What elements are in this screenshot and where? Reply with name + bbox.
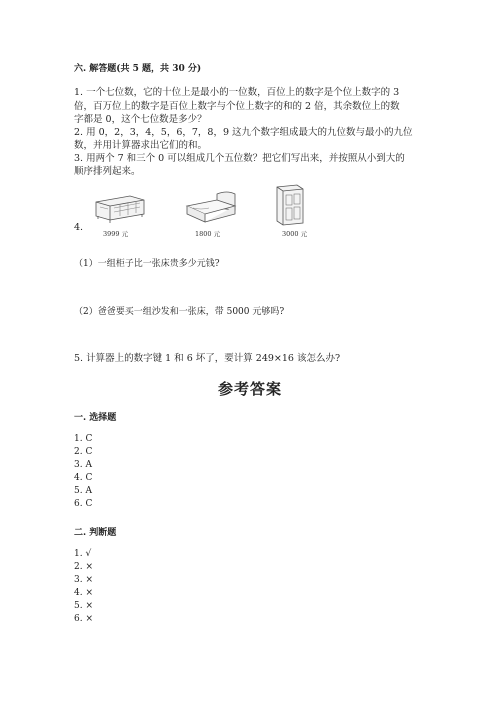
question-1-line-2: 倍，百万位上的数字是百位上数字与个位上数字的和的 2 倍，其余数位上的数: [74, 101, 400, 112]
bed-price: 1800 元: [195, 230, 221, 238]
answer-1-5: 5. A: [74, 486, 92, 496]
answers-part-2-heading: 二. 判断题: [74, 528, 117, 538]
answer-1-4: 4. C: [74, 473, 93, 483]
answer-1-1: 1. C: [74, 434, 93, 444]
question-3-line-2: 顺序排列起来。: [74, 166, 141, 177]
answers-title: 参考答案: [217, 380, 282, 398]
question-4-sub-2: （2）爸爸要买一组沙发和一张床，带 5000 元够吗?: [74, 307, 285, 317]
question-4-number: 4.: [74, 222, 84, 233]
question-2-line-2: 数，并用计算器求出它们的和。: [74, 140, 208, 151]
question-5: 5. 计算器上的数字键 1 和 6 坏了，要计算 249×16 该怎么办?: [74, 353, 341, 364]
answers-part-1-heading: 一. 选择题: [74, 413, 117, 423]
answer-1-6: 6. C: [74, 499, 93, 509]
answer-2-6: 6. ×: [74, 614, 93, 624]
answer-2-3: 3. ×: [74, 575, 93, 585]
cabinet-price: 3000 元: [282, 230, 308, 238]
question-4-sub-1: （1）一组柜子比一张床贵多少元钱?: [74, 259, 220, 269]
question-2-line-1: 2. 用 0，2，3，4，5，6，7，8，9 这九个数字组成最大的九位数与最小的九位: [74, 127, 413, 138]
sofa-price: 3999 元: [103, 230, 129, 238]
answer-1-3: 3. A: [74, 460, 92, 470]
answer-1-2: 2. C: [74, 447, 93, 457]
bed-icon: [183, 190, 239, 226]
cabinet-icon: [273, 183, 307, 227]
sofa-icon: [90, 188, 150, 228]
question-1-line-3: 字都是 0，这个七位数是多少？: [74, 114, 207, 125]
answer-2-2: 2. ×: [74, 562, 93, 572]
section-heading: 六. 解答题(共 5 题，共 30 分): [74, 64, 202, 74]
answer-2-4: 4. ×: [74, 588, 93, 598]
answer-2-5: 5. ×: [74, 601, 93, 611]
question-3-line-1: 3. 用两个 7 和三个 0 可以组成几个五位数？把它们写出来，并按照从小到大的: [74, 153, 405, 164]
question-1-line-1: 1. 一个七位数，它的十位上是最小的一位数，百位上的数字是个位上数字的 3: [74, 87, 400, 98]
answer-2-1: 1. √: [74, 549, 92, 559]
